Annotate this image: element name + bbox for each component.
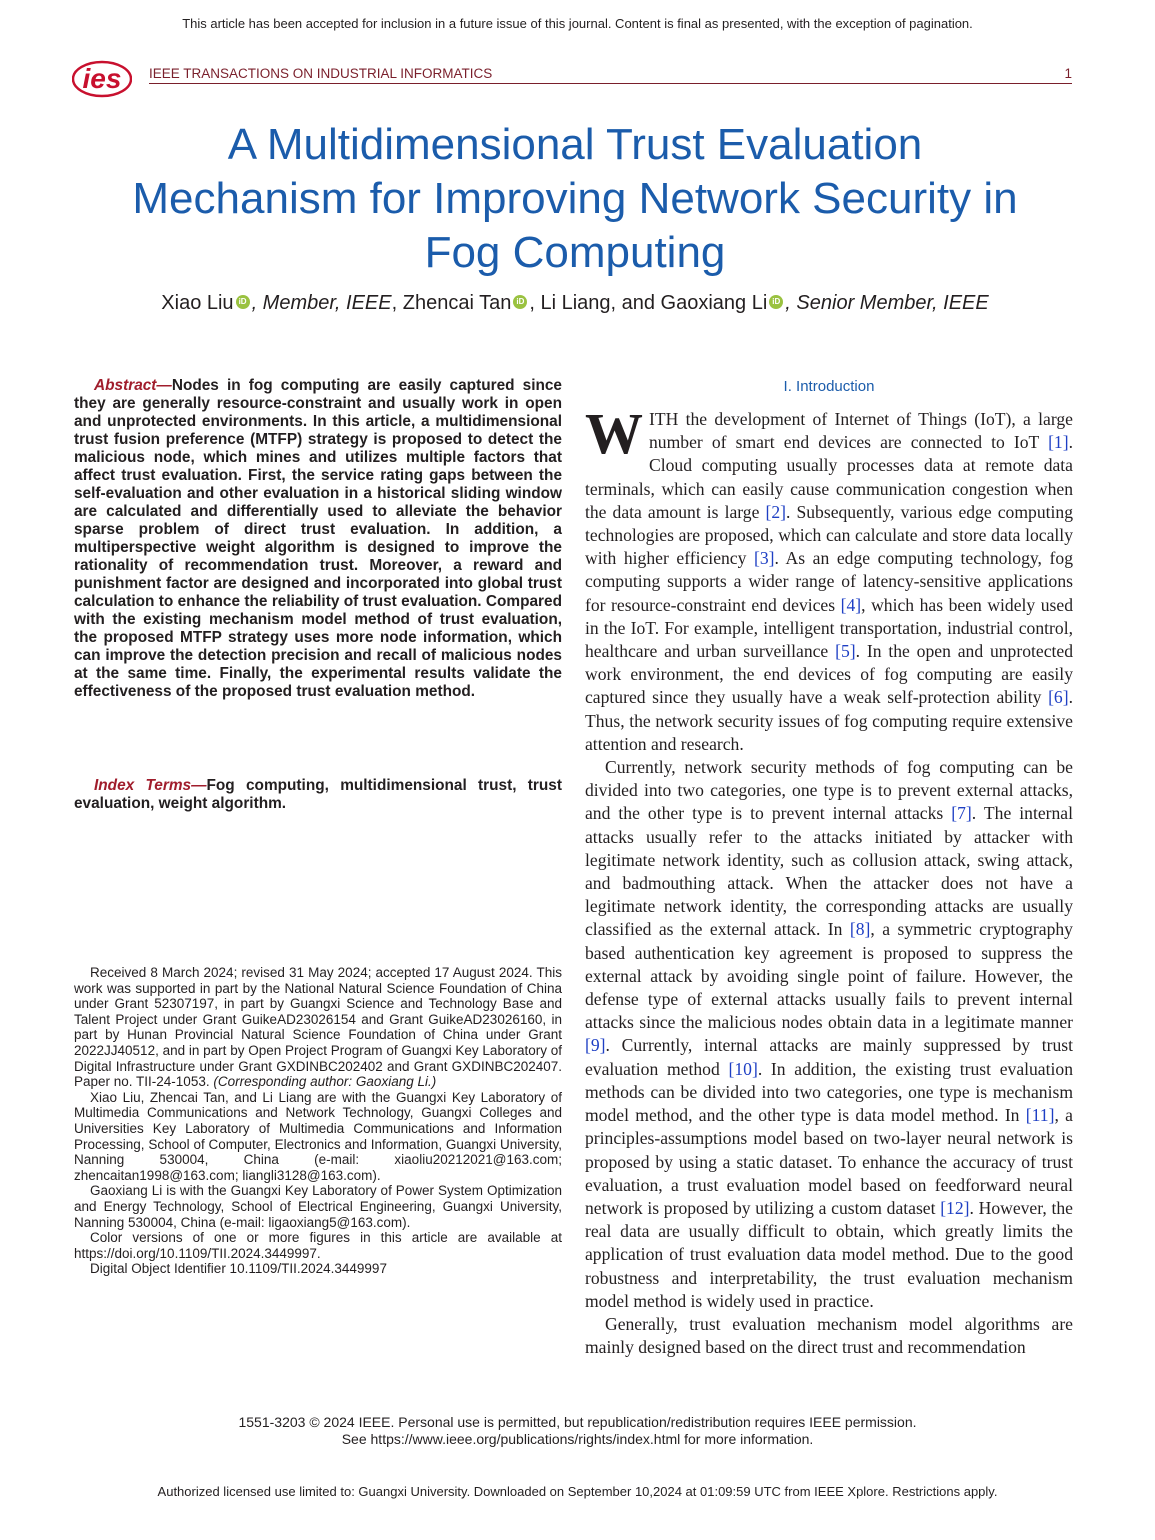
footnote-received <box>74 965 562 1090</box>
citation-link[interactable]: [6] <box>1048 687 1069 708</box>
paper-title: A Multidimensional Trust Evaluation Mechanism for Improving Network Security in Fog Computing <box>132 120 1018 277</box>
drop-cap: W <box>585 401 643 466</box>
author-role: , Member, IEEE <box>251 292 392 314</box>
citation-link[interactable]: [1] <box>1048 432 1069 453</box>
abstract <box>74 377 562 701</box>
citation-link[interactable]: [7] <box>951 803 972 824</box>
index-terms-text: Fog computing, multidimensional trust, trust evaluation, weight algorithm. <box>74 777 562 812</box>
citation-link[interactable]: [12] <box>940 1197 970 1218</box>
author-line <box>60 292 1090 315</box>
corresponding-author: (Corresponding author: Gaoxiang Li.) <box>213 1074 437 1090</box>
author-role: , Senior Member, IEEE <box>785 292 989 314</box>
page-number: 1 <box>1064 66 1072 81</box>
journal-name: IEEE TRANSACTIONS ON INDUSTRIAL INFORMATICS <box>149 66 493 81</box>
author-name: Xiao Liu <box>161 292 234 314</box>
copyright-notice <box>0 1414 1155 1448</box>
footnote-affiliation: Gaoxiang Li is with the Guangxi Key Laboratory of Power System Optimization and Energy Technology, School of Electrical Engineering, Guangxi University, Nanning 530004, China (e-mail: ligaoxiang5@163.com). <box>74 1183 562 1230</box>
index-terms <box>74 777 562 813</box>
orcid-icon[interactable]: iD <box>236 295 250 309</box>
acceptance-notice: This article has been accepted for inclusion in a future issue of this journal. Content is final as presented, with the exception of pagination. <box>182 16 973 31</box>
abstract-label: Abstract— <box>94 377 172 394</box>
author-name: , Li Liang, and Gaoxiang Li <box>529 292 768 314</box>
citation-link[interactable]: [9] <box>585 1035 606 1056</box>
section-heading: I. Introduction <box>783 378 875 395</box>
citation-link[interactable]: [11] <box>1025 1105 1055 1126</box>
body-text <box>585 401 1074 1359</box>
footnote-affiliation: Xiao Liu, Zhencai Tan, and Li Liang are with the Guangxi Key Laboratory of Multimedia Communications and Network Technology, Guangxi Colleges and Universities Key Laboratory of Multimedia Communications and Information Processing, School of Computer, Electronics and Information, Guangxi University, Nanning 530004, China (e-mail: xiaoliu20212021@163.com; zhencaitan1998@163.com; liangli3128@163.com). <box>74 1089 562 1183</box>
citation-link[interactable]: [3] <box>754 548 775 569</box>
header-rule <box>149 83 1072 84</box>
author-name: , Zhencai Tan <box>391 292 512 314</box>
copyright-line: 1551-3203 © 2024 IEEE. Personal use is permitted, but republication/redistribution requires IEEE permission. <box>238 1414 917 1430</box>
citation-link[interactable]: [4] <box>840 594 862 615</box>
footnotes <box>74 965 562 1277</box>
citation-link[interactable]: [5] <box>835 641 856 662</box>
citation-link[interactable]: [8] <box>849 919 871 940</box>
orcid-icon[interactable]: iD <box>513 295 527 309</box>
footnote-doi: Digital Object Identifier 10.1109/TII.2024.3449997 <box>90 1261 387 1277</box>
footnote-color-versions: Color versions of one or more figures in this article are available at https://doi.org/10.1109/TII.2024.3449997. <box>74 1230 562 1261</box>
index-terms-label: Index Terms— <box>94 777 207 794</box>
paragraph: Generally, trust evaluation mechanism model algorithms are mainly designed based on the direct trust and recommendation <box>585 1313 1073 1358</box>
footnote-received-text: Received 8 March 2024; revised 31 May 2024; accepted 17 August 2024. This work was supported in part by the National Natural Science Foundation of China under Grant 52307197, in part by Guangxi Science and Technology Base and Talent Project under Grant GuikeAD23026154 and Grant GuikeAD23026160, in part by Hunan Provincial Natural Science Foundation of China under Grant 2022JJ40512, and in part by Open Project Program of Guangxi Key Laboratory of Digital Infrastructure under Grant GXDINBC202402 and Grant GXDINBC202407. Paper no. TII-24-1053. <box>74 965 562 1090</box>
license-notice: Authorized licensed use limited to: Guangxi University. Downloaded on September 10,2024 at 01:09:59 UTC from IEEE Xplore. Restrictions apply. <box>157 1484 998 1499</box>
citation-link[interactable]: [2] <box>765 501 786 522</box>
rights-link[interactable]: See https://www.ieee.org/publications/rights/index.html for more information. <box>341 1431 814 1447</box>
paragraph: WITH the development of Internet of Things (IoT), a large number of smart end devices are connected to IoT [1]. Cloud computing usually processes data at remote data terminals, which can easily cause communication congestion when the data amount is large [2]. Subsequently, various edge computing technologies are proposed, which can calculate and store data locally with higher efficiency [3]. As an edge computing technology, fog computing supports a wider range of latency-sensitive applications for resource-constraint end devices [4], which has been widely used in the IoT. For example, intelligent transportation, industrial control, healthcare and urban surveillance [5]. In the open and unprotected work environment, the end devices of fog computing are easily captured since they usually have a weak self-protection ability [6]. Thus, the network security issues of fog computing require extensive attention and research. <box>585 401 1073 754</box>
abstract-text: Nodes in fog computing are easily captured since they are generally resource-constraint and usually work in open and unprotected environments. In this article, a multidimensional trust fusion preference (MTFP) strategy is proposed to detect the malicious node, which mines and utilizes multiple factors that affect trust evaluation. First, the service rating gaps between the self-evaluation and other evaluation in a historical sliding window are calculated and differentially used to alleviate the behavior sparse problem of direct trust evaluation. In addition, a multiperspective weight algorithm is designed to improve the rationality of recommendation trust. Moreover, a reward and punishment factor are designed and incorporated into global trust calculation to enhance the reliability of trust evaluation. Compared with the existing mechanism model method of trust evaluation, the proposed MTFP strategy uses more node information, which can improve the detection precision and recall of malicious nodes at the same time. Finally, the experimental results validate the effectiveness of the proposed trust evaluation method. <box>74 377 562 700</box>
ies-logo <box>72 60 132 98</box>
paragraph: Currently, network security methods of fog computing can be divided into two categories, one type is to prevent external attacks, and the other type is to prevent internal attacks [7]. The internal attacks usually refer to the attacks initiated by attacker with legitimate network identity, such as collusion attack, swing attack, and badmouthing attack. When the attacker does not have a legitimate network identity, the corresponding attacks are usually classified as the external attack. In [8], a symmetric cryptography based authentication key agreement is proposed to suppress the external attack by avoiding single point of failure. However, the defense type of external attacks usually fails to prevent internal attacks since the malicious nodes obtain data in a legitimate manner [9]. Currently, internal attacks are mainly suppressed by trust evaluation method [10]. In addition, the existing trust evaluation methods can be divided into two categories, one type is mechanism model method, and the other type is data model method. In [11], a principles-assumptions model based on two-layer neural network is proposed by using a static dataset. To enhance the accuracy of trust evaluation, a trust evaluation model based on feedforward neural network is proposed by utilizing a custom dataset [12]. However, the real data are usually difficult to obtain, which greatly limits the application of trust evaluation data model method. Due to the good robustness and interpretability, the trust evaluation mechanism model method is widely used in practice. <box>585 757 1074 1311</box>
citation-link[interactable]: [10] <box>728 1058 758 1079</box>
logo-text: ies <box>82 63 122 94</box>
orcid-icon[interactable]: iD <box>769 295 783 309</box>
